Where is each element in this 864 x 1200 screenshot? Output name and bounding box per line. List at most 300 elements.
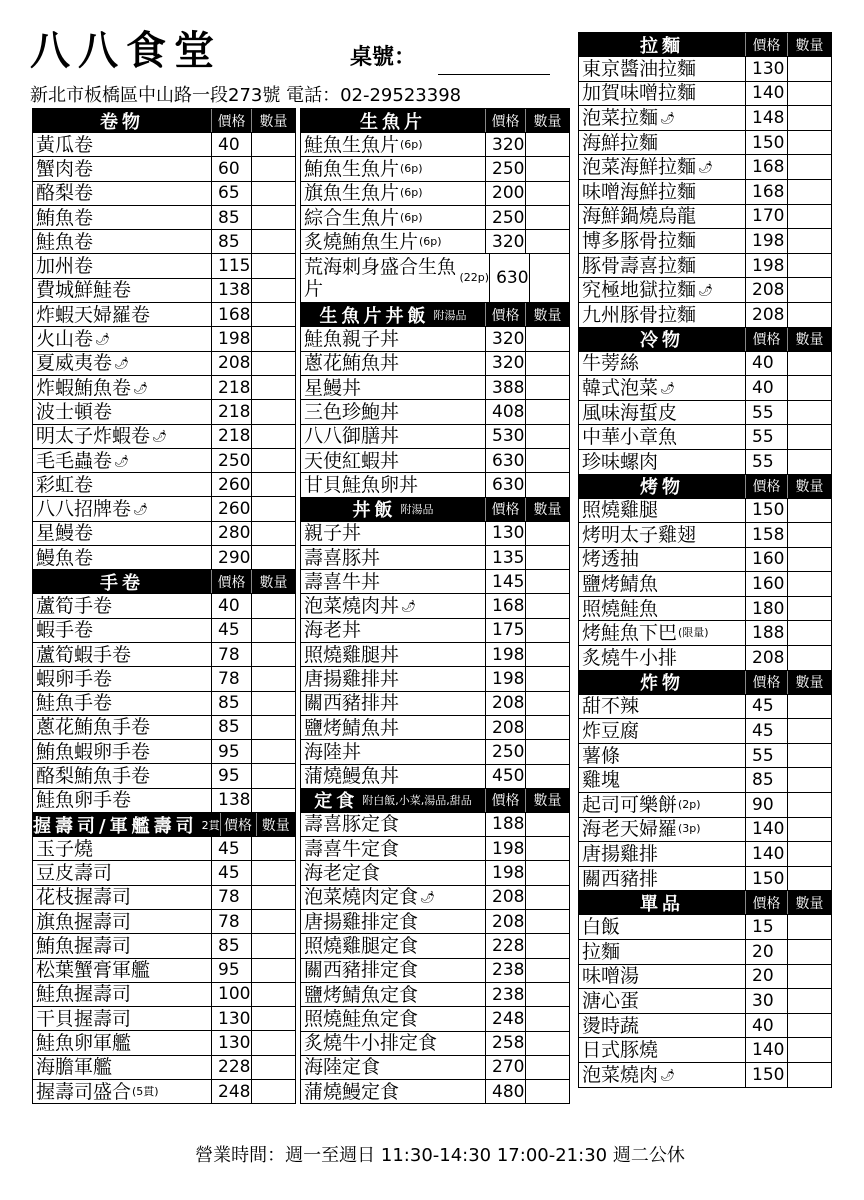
quantity-column-header: 數量 xyxy=(787,671,831,694)
item-quantity-box[interactable] xyxy=(251,425,295,448)
item-price: 168 xyxy=(745,180,787,204)
item-quantity-box[interactable] xyxy=(251,497,295,520)
menu-item-row xyxy=(578,105,832,131)
menu-item-row xyxy=(578,767,832,793)
item-quantity-box[interactable] xyxy=(525,594,569,617)
item-quantity-box[interactable] xyxy=(525,1080,569,1103)
item-price: 85 xyxy=(211,206,251,229)
item-name xyxy=(33,449,211,472)
item-name-text: 鮭魚卵手卷 xyxy=(36,789,132,812)
item-quantity-box[interactable] xyxy=(251,934,295,957)
item-name xyxy=(301,327,485,350)
item-quantity-box[interactable] xyxy=(251,667,295,690)
item-price: 45 xyxy=(745,695,787,719)
item-quantity-box[interactable] xyxy=(525,400,569,423)
quantity-column-header: 數量 xyxy=(256,813,296,836)
item-quantity-box[interactable] xyxy=(525,570,569,593)
item-price: 258 xyxy=(485,1032,525,1055)
item-quantity-box[interactable] xyxy=(525,861,569,884)
item-quantity-box[interactable] xyxy=(251,449,295,472)
section-header-maki xyxy=(32,108,296,133)
item-name-text: 博多豚骨拉麵 xyxy=(582,229,697,252)
menu-item-row xyxy=(578,204,832,230)
item-quantity-box[interactable] xyxy=(787,768,831,792)
item-quantity-box[interactable] xyxy=(525,716,569,739)
item-name-text: 壽喜豚定食 xyxy=(304,813,400,836)
section-title xyxy=(33,813,220,836)
item-name-text: 鮭魚手卷 xyxy=(36,692,113,715)
menu-item-row xyxy=(32,1006,296,1031)
item-price: 250 xyxy=(485,206,525,229)
item-quantity-box[interactable] xyxy=(525,643,569,666)
item-name-text: 風味海蜇皮 xyxy=(582,401,678,424)
item-quantity-box[interactable] xyxy=(525,813,569,836)
item-quantity-box[interactable] xyxy=(787,180,831,204)
item-name-text: 鮪魚卷 xyxy=(36,206,94,229)
item-name xyxy=(33,376,211,399)
item-price: 170 xyxy=(745,205,787,229)
item-quantity-box[interactable] xyxy=(787,548,831,572)
item-name-text: 中華小章魚 xyxy=(582,426,678,449)
item-quantity-box[interactable] xyxy=(525,934,569,957)
menu-item-row xyxy=(32,375,296,400)
menu-item-row xyxy=(578,841,832,867)
item-quantity-box[interactable] xyxy=(787,450,831,474)
item-price: 85 xyxy=(211,934,251,957)
item-name xyxy=(301,983,485,1006)
item-name xyxy=(579,1063,745,1087)
item-name-text: 鮭魚親子丼 xyxy=(304,328,400,351)
chili-pepper-icon: 🌶 xyxy=(698,160,714,175)
item-name-text: 三色珍鮑丼 xyxy=(304,401,400,424)
price-column-header: 價格 xyxy=(485,109,525,132)
item-name xyxy=(579,719,745,743)
item-name xyxy=(301,740,485,763)
menu-item-row xyxy=(300,739,570,764)
item-price: 198 xyxy=(485,861,525,884)
chili-pepper-icon: 🌶 xyxy=(133,380,149,395)
item-quantity-box[interactable] xyxy=(251,546,295,569)
item-name-text: 壽喜牛丼 xyxy=(304,570,381,593)
item-quantity-box[interactable] xyxy=(787,867,831,891)
menu-item-row xyxy=(32,472,296,497)
item-name-text: 海鮮拉麵 xyxy=(582,131,659,154)
item-name-text: 關西豬排丼 xyxy=(304,692,400,715)
item-price: 140 xyxy=(745,1038,787,1062)
item-price: 198 xyxy=(485,837,525,860)
menu-item-row xyxy=(578,498,832,524)
menu-item-row xyxy=(578,988,832,1014)
item-quantity-box[interactable] xyxy=(787,106,831,130)
item-name xyxy=(301,934,485,957)
item-name-text: 酪梨卷 xyxy=(36,182,94,205)
menu-item-row xyxy=(300,982,570,1007)
item-price: 145 xyxy=(485,570,525,593)
item-name-text: 蒲燒鰻魚丼 xyxy=(304,765,400,788)
item-quantity-box[interactable] xyxy=(251,1007,295,1030)
menu-item-row xyxy=(300,618,570,643)
item-price: 168 xyxy=(745,155,787,179)
menu-item-row xyxy=(578,522,832,548)
item-quantity-box[interactable] xyxy=(787,597,831,621)
item-quantity-box[interactable] xyxy=(525,1056,569,1079)
item-quantity-box[interactable] xyxy=(251,376,295,399)
item-quantity-box[interactable] xyxy=(251,910,295,933)
item-quantity-box[interactable] xyxy=(787,695,831,719)
item-quantity-box[interactable] xyxy=(251,182,295,205)
item-name xyxy=(301,861,485,884)
item-quantity-box[interactable] xyxy=(251,230,295,253)
item-quantity-box[interactable] xyxy=(525,886,569,909)
section-title xyxy=(301,303,485,326)
item-name xyxy=(579,106,745,130)
item-quantity-box[interactable] xyxy=(251,473,295,496)
item-name-text: 烤明太子雞翅 xyxy=(582,523,697,546)
item-name-text: 蘆筍蝦手卷 xyxy=(36,643,132,666)
item-quantity-box[interactable] xyxy=(251,837,295,860)
item-quantity-box[interactable] xyxy=(529,254,569,302)
item-name xyxy=(579,1014,745,1038)
item-quantity-box[interactable] xyxy=(251,643,295,666)
item-name xyxy=(33,522,211,545)
item-name-text: 黃瓜卷 xyxy=(36,133,94,156)
item-price: 320 xyxy=(485,352,525,375)
section-title xyxy=(579,33,745,56)
item-quantity-box[interactable] xyxy=(787,155,831,179)
item-name-text: 天使紅蝦丼 xyxy=(304,449,400,472)
item-quantity-box[interactable] xyxy=(787,1014,831,1038)
item-quantity-box[interactable] xyxy=(787,82,831,106)
item-price: 45 xyxy=(211,619,251,642)
item-quantity-box[interactable] xyxy=(525,352,569,375)
item-name-text: 關西豬排 xyxy=(582,867,659,890)
item-name xyxy=(579,646,745,670)
item-quantity-box[interactable] xyxy=(525,837,569,860)
item-quantity-box[interactable] xyxy=(787,523,831,547)
item-quantity-box[interactable] xyxy=(787,940,831,964)
item-quantity-box[interactable] xyxy=(525,692,569,715)
item-name xyxy=(301,813,485,836)
item-quantity-box[interactable] xyxy=(525,740,569,763)
item-price: 78 xyxy=(211,643,251,666)
menu-item-row xyxy=(32,715,296,740)
item-quantity-box[interactable] xyxy=(251,133,295,156)
item-quantity-box[interactable] xyxy=(787,57,831,81)
item-quantity-box[interactable] xyxy=(525,765,569,788)
price-column-header: 價格 xyxy=(485,789,525,812)
item-portion-note: (限量) xyxy=(678,626,709,640)
quantity-column-header: 數量 xyxy=(251,570,295,593)
item-price: 65 xyxy=(211,182,251,205)
menu-item-row xyxy=(32,132,296,157)
item-price: 168 xyxy=(485,594,525,617)
item-name-text: 烤透抽 xyxy=(582,548,640,571)
item-quantity-box[interactable] xyxy=(251,206,295,229)
item-name xyxy=(33,789,211,812)
item-name xyxy=(33,303,211,326)
item-price: 160 xyxy=(745,548,787,572)
item-price: 95 xyxy=(211,740,251,763)
item-price: 188 xyxy=(485,813,525,836)
item-quantity-box[interactable] xyxy=(525,473,569,496)
item-quantity-box[interactable] xyxy=(251,959,295,982)
item-quantity-box[interactable] xyxy=(251,157,295,180)
item-name-text: 鰻魚卷 xyxy=(36,546,94,569)
price-column-header: 價格 xyxy=(745,33,787,56)
menu-item-row xyxy=(300,399,570,424)
item-name-text: 牛蒡絲 xyxy=(582,352,640,375)
item-quantity-box[interactable] xyxy=(251,692,295,715)
item-price: 15 xyxy=(745,915,787,939)
menu-item-row xyxy=(300,351,570,376)
item-price: 130 xyxy=(211,1031,251,1054)
item-price: 238 xyxy=(485,959,525,982)
chili-pepper-icon: 🌶 xyxy=(114,453,130,468)
item-quantity-box[interactable] xyxy=(525,959,569,982)
item-name xyxy=(33,157,211,180)
item-quantity-box[interactable] xyxy=(787,719,831,743)
item-price: 138 xyxy=(211,279,251,302)
item-price: 55 xyxy=(745,450,787,474)
item-name xyxy=(579,450,745,474)
menu-item-row xyxy=(32,788,296,813)
item-name-text: 費城鮮鮭卷 xyxy=(36,279,132,302)
item-name xyxy=(33,230,211,253)
menu-item-row xyxy=(32,1030,296,1055)
item-price: 95 xyxy=(211,959,251,982)
item-name-text: 蝦手卷 xyxy=(36,619,94,642)
item-quantity-box[interactable] xyxy=(251,279,295,302)
item-quantity-box[interactable] xyxy=(251,400,295,423)
item-name-text: 蟹肉卷 xyxy=(36,157,94,180)
item-quantity-box[interactable] xyxy=(251,1056,295,1079)
item-quantity-box[interactable] xyxy=(787,572,831,596)
item-quantity-box[interactable] xyxy=(787,229,831,253)
item-name xyxy=(579,597,745,621)
price-column-header: 價格 xyxy=(745,891,787,914)
item-name-text: 鮭魚卵軍艦 xyxy=(36,1032,132,1055)
item-name-text: 波士頓卷 xyxy=(36,400,113,423)
item-price: 480 xyxy=(485,1080,525,1103)
item-quantity-box[interactable] xyxy=(787,1063,831,1087)
item-name-text: 溏心蛋 xyxy=(582,989,640,1012)
item-name-text: 拉麵 xyxy=(582,940,621,963)
item-quantity-box[interactable] xyxy=(525,910,569,933)
item-name xyxy=(301,959,485,982)
item-name-text: 雞塊 xyxy=(582,769,621,792)
item-quantity-box[interactable] xyxy=(787,842,831,866)
item-quantity-box[interactable] xyxy=(251,254,295,277)
item-name xyxy=(33,886,211,909)
menu-item-row xyxy=(578,253,832,279)
item-name xyxy=(301,546,485,569)
quantity-column-header: 數量 xyxy=(787,33,831,56)
item-quantity-box[interactable] xyxy=(251,594,295,617)
item-price: 198 xyxy=(211,327,251,350)
item-name xyxy=(301,182,485,205)
item-name xyxy=(579,940,745,964)
menu-column-2 xyxy=(300,108,570,1103)
menu-item-row xyxy=(32,885,296,910)
item-quantity-box[interactable] xyxy=(525,522,569,545)
item-quantity-box[interactable] xyxy=(525,425,569,448)
section-title xyxy=(301,789,485,812)
item-name-text: 鹽烤鯖魚 xyxy=(582,573,659,596)
item-quantity-box[interactable] xyxy=(787,915,831,939)
item-name xyxy=(579,621,745,645)
item-quantity-box[interactable] xyxy=(251,789,295,812)
item-name-text: 九州豚骨拉麵 xyxy=(582,303,697,326)
item-quantity-box[interactable] xyxy=(787,303,831,327)
menu-item-row xyxy=(578,179,832,205)
section-title-text: 卷物 xyxy=(100,111,144,133)
item-quantity-box[interactable] xyxy=(787,376,831,400)
item-name-text: 星鰻卷 xyxy=(36,522,94,545)
item-quantity-box[interactable] xyxy=(525,546,569,569)
item-price: 260 xyxy=(211,473,251,496)
item-name-text: 海老定食 xyxy=(304,862,381,885)
item-price: 250 xyxy=(485,740,525,763)
item-quantity-box[interactable] xyxy=(787,744,831,768)
item-quantity-box[interactable] xyxy=(787,965,831,989)
item-quantity-box[interactable] xyxy=(251,352,295,375)
item-quantity-box[interactable] xyxy=(525,133,569,156)
item-name xyxy=(33,861,211,884)
item-name-text: 韓式泡菜 xyxy=(582,376,659,399)
menu-item-row xyxy=(32,739,296,764)
item-quantity-box[interactable] xyxy=(251,619,295,642)
item-price: 238 xyxy=(485,983,525,1006)
item-quantity-box[interactable] xyxy=(525,1007,569,1030)
menu-item-row xyxy=(300,715,570,740)
item-name xyxy=(33,352,211,375)
item-name xyxy=(33,497,211,520)
item-quantity-box[interactable] xyxy=(251,1080,295,1103)
item-name xyxy=(33,667,211,690)
item-name xyxy=(33,133,211,156)
item-quantity-box[interactable] xyxy=(525,230,569,253)
item-name xyxy=(301,376,485,399)
item-quantity-box[interactable] xyxy=(525,182,569,205)
menu-item-row xyxy=(32,763,296,788)
item-name xyxy=(579,548,745,572)
item-quantity-box[interactable] xyxy=(251,983,295,1006)
item-quantity-box[interactable] xyxy=(251,740,295,763)
item-name-text: 酪梨鮪魚手卷 xyxy=(36,765,151,788)
item-quantity-box[interactable] xyxy=(525,619,569,642)
item-name-text: 鮪魚生魚片 xyxy=(304,157,400,180)
menu-item-row xyxy=(300,836,570,861)
item-quantity-box[interactable] xyxy=(525,157,569,180)
item-quantity-box[interactable] xyxy=(525,206,569,229)
item-name-text: 炙燒牛小排 xyxy=(582,646,678,669)
item-quantity-box[interactable] xyxy=(787,989,831,1013)
item-quantity-box[interactable] xyxy=(787,1038,831,1062)
item-name xyxy=(579,82,745,106)
item-price: 208 xyxy=(745,303,787,327)
item-price: 150 xyxy=(745,867,787,891)
item-quantity-box[interactable] xyxy=(787,205,831,229)
item-name xyxy=(33,934,211,957)
item-quantity-box[interactable] xyxy=(251,303,295,326)
item-quantity-box[interactable] xyxy=(251,1031,295,1054)
item-quantity-box[interactable] xyxy=(787,499,831,523)
item-price: 248 xyxy=(211,1080,251,1103)
item-quantity-box[interactable] xyxy=(525,449,569,472)
item-name-text: 海陸定食 xyxy=(304,1056,381,1079)
menu-item-row xyxy=(578,1037,832,1063)
item-quantity-box[interactable] xyxy=(787,425,831,449)
item-quantity-box[interactable] xyxy=(787,621,831,645)
chili-pepper-icon: 🌶 xyxy=(698,283,714,298)
menu-item-row xyxy=(300,205,570,230)
item-quantity-box[interactable] xyxy=(251,327,295,350)
item-price: 290 xyxy=(211,546,251,569)
item-name-text: 彩虹卷 xyxy=(36,473,94,496)
item-quantity-box[interactable] xyxy=(787,131,831,155)
item-quantity-box[interactable] xyxy=(787,646,831,670)
item-quantity-box[interactable] xyxy=(251,522,295,545)
item-quantity-box[interactable] xyxy=(787,401,831,425)
item-name xyxy=(301,1007,485,1030)
item-quantity-box[interactable] xyxy=(251,861,295,884)
item-price: 100 xyxy=(211,983,251,1006)
item-name xyxy=(301,716,485,739)
item-quantity-box[interactable] xyxy=(251,886,295,909)
item-price: 150 xyxy=(745,1063,787,1087)
item-quantity-box[interactable] xyxy=(251,764,295,787)
item-name xyxy=(301,1080,485,1103)
item-quantity-box[interactable] xyxy=(787,254,831,278)
item-quantity-box[interactable] xyxy=(525,1032,569,1055)
menu-item-row xyxy=(578,130,832,156)
item-quantity-box[interactable] xyxy=(251,716,295,739)
item-price: 208 xyxy=(745,278,787,302)
price-column-header: 價格 xyxy=(485,498,525,521)
item-portion-note: (6p) xyxy=(419,234,442,248)
item-quantity-box[interactable] xyxy=(525,667,569,690)
item-name xyxy=(33,959,211,982)
item-name-text: 蔥花鮪魚手卷 xyxy=(36,716,151,739)
section-header-sashimi-don xyxy=(300,302,570,327)
item-quantity-box[interactable] xyxy=(525,983,569,1006)
item-quantity-box[interactable] xyxy=(525,376,569,399)
price-column-header: 價格 xyxy=(211,570,251,593)
item-quantity-box[interactable] xyxy=(787,793,831,817)
item-quantity-box[interactable] xyxy=(525,327,569,350)
item-name-text: 親子丼 xyxy=(304,522,362,545)
item-quantity-box[interactable] xyxy=(787,352,831,376)
item-name xyxy=(579,376,745,400)
chili-pepper-icon: 🌶 xyxy=(420,890,436,905)
item-name xyxy=(301,765,485,788)
menu-item-row xyxy=(32,181,296,206)
menu-item-row xyxy=(578,375,832,401)
item-name xyxy=(301,594,485,617)
item-name-text: 燙時蔬 xyxy=(582,1014,640,1037)
item-quantity-box[interactable] xyxy=(787,278,831,302)
item-name-text: 甜不辣 xyxy=(582,695,640,718)
item-name xyxy=(579,425,745,449)
section-header-cold xyxy=(578,327,832,352)
item-price: 150 xyxy=(745,499,787,523)
menu-item-row xyxy=(300,326,570,351)
item-name-text: 照燒鮭魚 xyxy=(582,597,659,620)
item-quantity-box[interactable] xyxy=(787,818,831,842)
section-header-nigiri xyxy=(32,812,296,837)
item-name-text: 明太子炸蝦卷 xyxy=(36,425,151,448)
item-price: 78 xyxy=(211,667,251,690)
